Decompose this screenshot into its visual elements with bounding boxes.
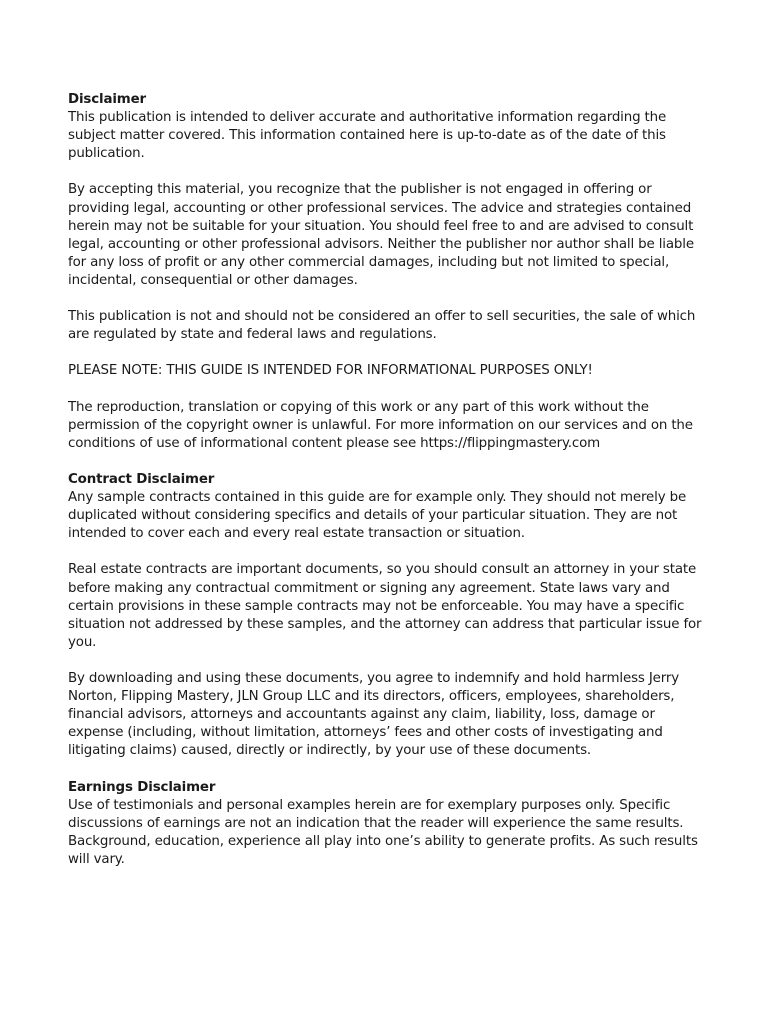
contract-disclaimer-heading: Contract Disclaimer [68, 471, 215, 487]
disclaimer-paragraph: This publication is not and should not be considered an offer to sell securities, the sale of which are regulated by state and federal laws and regulations. [68, 309, 696, 343]
contract-disclaimer-section [68, 471, 708, 761]
contract-disclaimer-paragraph: Any sample contracts contained in this guide are for example only. They should not merely be duplicated without considering specifics and details of your particular situation. They are not intended to cover each and every real estate transaction or situation. [68, 490, 687, 542]
disclaimer-paragraph: The reproduction, translation or copying of this work or any part of this work without the permission of the copyright owner is unlawful. For more information on our services and on the conditions of use of informational content please see https://flippingmastery.com [68, 399, 693, 451]
contract-disclaimer-paragraph: By downloading and using these documents, you agree to indemnify and hold harmless Jerry Norton, Flipping Mastery, JLN Group LLC and its directors, officers, employees, shareholders, financial advisors, attorneys and accountants against any claim, liability, loss, damage or expense (including, without limitation, attorneys’ fees and other costs of investigating and litigating claims) caused, directly or indirectly, by your use of these documents. [68, 671, 679, 759]
disclaimer-heading: Disclaimer [68, 92, 146, 107]
contract-disclaimer-paragraph: Real estate contracts are important documents, so you should consult an attorney in your state before making any contractual commitment or signing any agreement. State laws vary and certain provisions in these sample contracts may not be enforceable. You may have a specific situation not addressed by these samples, and the attorney can address that particular issue for you. [68, 562, 702, 650]
disclaimer-paragraph: This publication is intended to deliver accurate and authoritative information regarding the subject matter covered. This information contained here is up-to-date as of the date of this publication. [68, 110, 667, 162]
disclaimer-notice: PLEASE NOTE: THIS GUIDE IS INTENDED FOR INFORMATIONAL PURPOSES ONLY! [68, 363, 593, 379]
earnings-disclaimer-section [68, 779, 708, 869]
earnings-disclaimer-heading: Earnings Disclaimer [68, 779, 216, 795]
earnings-disclaimer-paragraph: Use of testimonials and personal examples herein are for exemplary purposes only. Specific discussions of earnings are not an indication that the reader will experience the same results. Background, education, experience all play into one’s ability to generate profits. As such results will vary. [68, 797, 698, 867]
disclaimer-section [68, 91, 708, 453]
document-body [68, 91, 708, 887]
disclaimer-paragraph: By accepting this material, you recognize that the publisher is not engaged in offering or providing legal, accounting or other professional services. The advice and strategies contained herein may not be suitable for your situation. You should feel free to and are advised to consult legal, accounting or other professional advisors. Neither the publisher nor author shall be liable for any loss of profit or any other commercial damages, including but not limited to special, incidental, consequential or other damages. [68, 182, 694, 288]
